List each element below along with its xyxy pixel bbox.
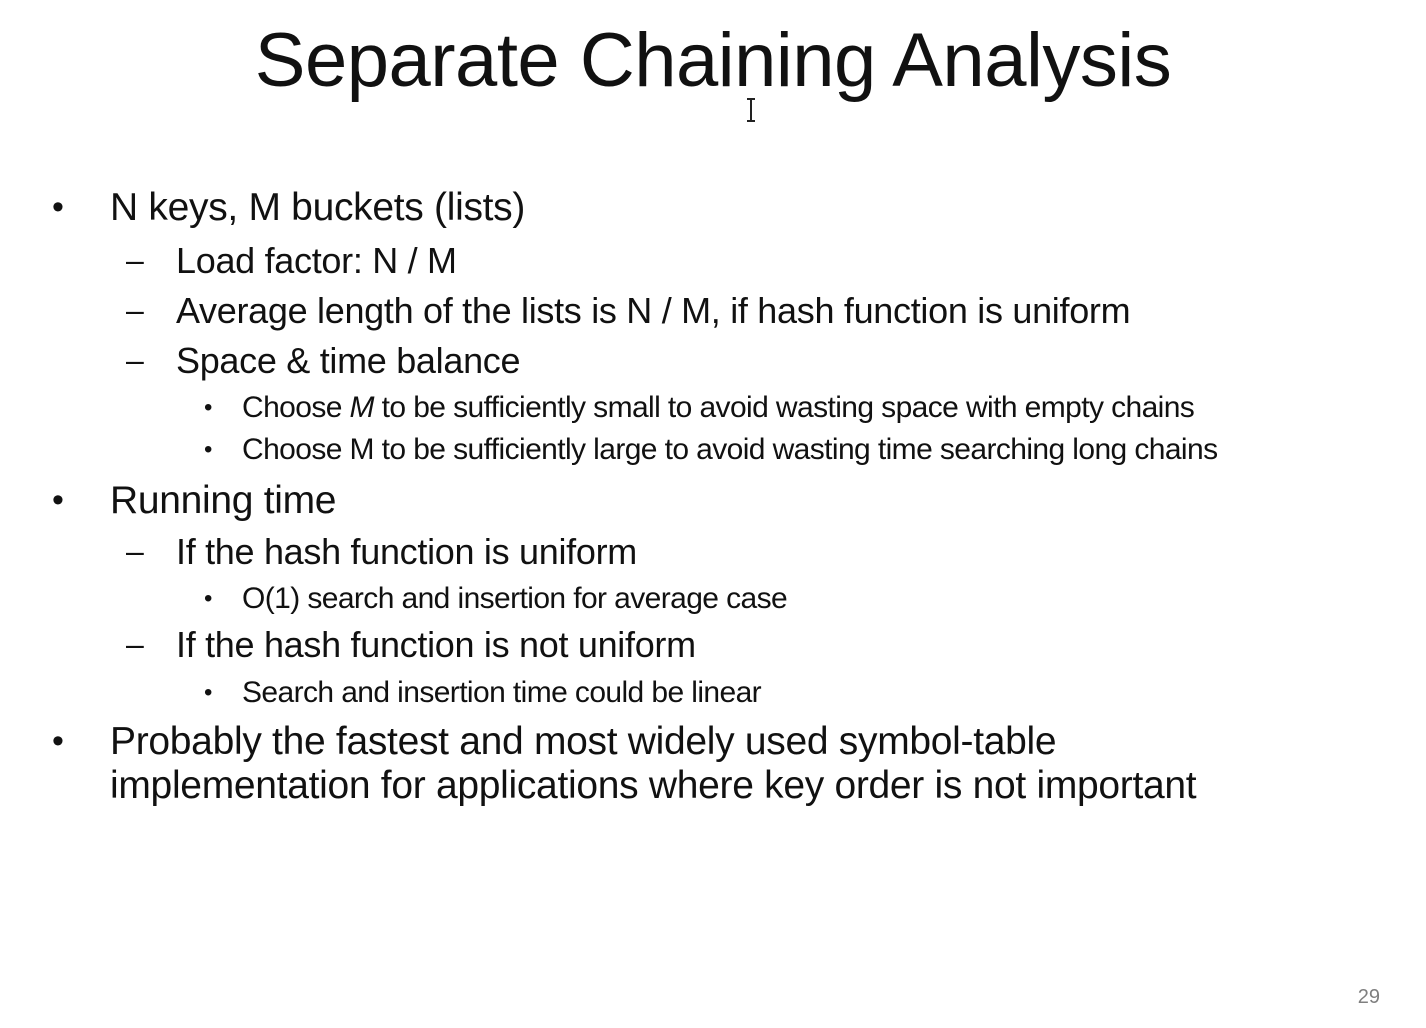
dash-icon: –	[126, 533, 144, 569]
sub-bullet-not-uniform: If the hash function is not uniform	[176, 624, 696, 665]
choose-small-suffix: to be sufficiently small to avoid wasting space with empty chains	[373, 391, 1195, 424]
sub-bullet-uniform: If the hash function is uniform	[176, 531, 637, 572]
bullet-dot-icon: •	[52, 481, 64, 519]
bullet-dot-icon: •	[204, 394, 213, 421]
bullet-dot-icon: •	[204, 585, 213, 612]
dash-icon: –	[126, 342, 144, 378]
slide-title: Separate Chaining Analysis	[254, 18, 1172, 103]
bullet-fastest-line-2: implementation for applications where key order is not important	[110, 764, 1197, 807]
sub-bullet-space-time: Space & time balance	[176, 340, 521, 381]
dash-icon: –	[126, 626, 144, 662]
i-beam-cursor-icon	[744, 98, 758, 122]
sub-sub-bullet-linear: Search and insertion time could be linear	[242, 676, 762, 709]
dash-icon: –	[126, 242, 144, 278]
bullet-fastest-line-1: Probably the fastest and most widely used symbol-table	[110, 720, 1057, 763]
bullet-dot-icon: •	[204, 436, 213, 463]
sub-bullet-average-length: Average length of the lists is N / M, if hash function is uniform	[176, 290, 1131, 331]
bullet-n-keys: N keys, M buckets (lists)	[110, 186, 526, 229]
bullet-running-time: Running time	[110, 479, 337, 522]
sub-sub-bullet-choose-large: Choose M to be sufficiently large to avoid wasting time searching long chains	[242, 433, 1218, 466]
sub-sub-bullet-o1: O(1) search and insertion for average case	[242, 582, 788, 615]
bullet-dot-icon: •	[204, 679, 213, 706]
dash-icon: –	[126, 292, 144, 328]
sub-sub-bullet-choose-small	[242, 389, 1194, 427]
choose-small-prefix: Choose	[242, 391, 350, 424]
choose-small-variable: M	[349, 391, 374, 424]
sub-bullet-load-factor: Load factor: N / M	[176, 240, 457, 281]
bullet-dot-icon: •	[52, 722, 64, 760]
page-number: 29	[1357, 986, 1380, 1008]
bullet-dot-icon: •	[52, 188, 64, 226]
